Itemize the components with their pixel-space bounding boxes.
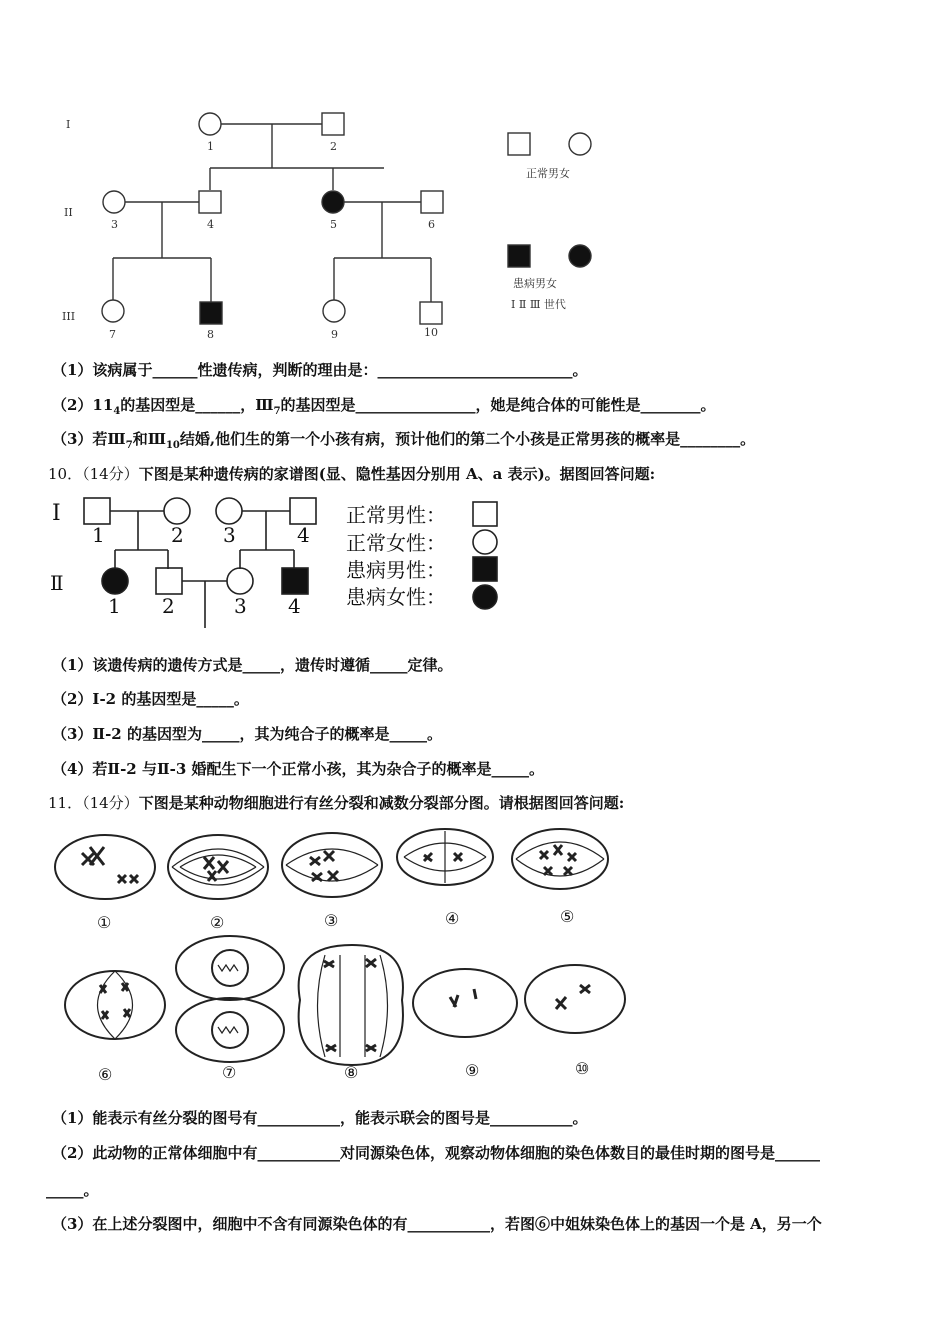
q9-gen-label: I [66,118,71,131]
q9-III10-normal-male [420,302,442,324]
q10-I2-normal-female [164,498,190,524]
q10-legend-affected-female-symbol [473,585,497,609]
q9-individual-number: 6 [428,218,435,231]
q9-II3-normal-female [103,191,125,213]
q10-header: 10．（14分）下图是某种遗传病的家谱图(显、隐性基因分别用 A、a 表示)。据图回答问题: [48,465,656,483]
q10-I3-normal-female [216,498,242,524]
q10-sub4: （4）若Ⅱ-2 与Ⅱ-3 婚配生下一个正常小孩，其为杂合子的概率是_____。 [52,760,544,778]
q10-sub1: （1）该遗传病的遗传方式是_____，遗传时遵循_____定律。 [52,656,453,674]
q10-sub3: （3）Ⅱ-2 的基因型为_____，其为纯合子的概率是_____。 [52,725,442,743]
q11-cell-label: ④ [445,909,460,928]
q11-cell-label: ⑨ [465,1061,480,1080]
q11-cell-9-chromosomes [450,989,476,1007]
q11-sub2-continued: _____。 [46,1181,99,1199]
q9-individual-number: 3 [111,218,118,231]
q11-cell-label: ⑦ [222,1063,237,1082]
q11-cell-7-top-nucleus [212,950,248,986]
q9-sub3: （3）若$Ⅲ_7$和$Ⅲ_{10}$结婚,他们生的第一个小孩有病，预计他们的第二个小孩是正常男孩的概率是________。 [52,430,756,451]
q9-individual-number: 4 [207,218,214,231]
q11-cell-7-top [176,936,284,1000]
q11-sub1: （1）能表示有丝分裂的图号有___________，能表示联会的图号是___________。 [52,1109,588,1127]
q9-legend-normal-label: 正常男女 [526,167,570,180]
q9-individual-number: 8 [207,328,214,341]
q10-gen-label: Ⅱ [50,571,64,595]
q9-pedigree-figure [40,100,640,350]
q11-cell-1-chromosomes [82,847,138,883]
q11-cell-6 [65,971,165,1039]
q9-III7-normal-female [102,300,124,322]
q9-individual-number: 7 [109,328,116,341]
q9-legend-normal-female [569,133,591,155]
q9-I2-normal-male [322,113,344,135]
q10-II1-affected-female [102,568,128,594]
q11-cell-label: ⑧ [344,1063,359,1082]
q9-legend-affected-female [569,245,591,267]
q11-cell-10-chromosomes [556,985,590,1009]
q10-pedigree-figure [40,490,520,635]
q11-cell-label: ⑩ [575,1059,590,1078]
q11-cell-9 [413,969,517,1037]
q10-gen-label: Ⅰ [52,501,61,526]
q11-cell-2-spindle [172,849,264,885]
q11-cell-5-chromosomes [540,845,576,875]
q9-III8-affected-male [200,302,222,324]
q11-cell-label: ① [97,913,112,932]
q11-cell-8-chromosomes [324,959,376,1051]
q9-individual-number: 5 [330,218,337,231]
q10-legend-normal-female-symbol [473,530,497,554]
q11-header: 11．（14分）下图是某种动物细胞进行有丝分裂和减数分裂部分图。请根据图回答问题: [48,794,625,812]
q11-cell-7-bottom [176,998,284,1062]
q9-individual-number: 1 [207,140,214,153]
q11-cell-division-figure [40,825,640,1090]
q11-sub3: （3）在上述分裂图中，细胞中不含有同源染色体的有___________，若图⑥中姐妹染色体上的基因一个是 A，另一个 [52,1215,822,1233]
q9-individual-number: 2 [330,140,337,153]
q9-legend-generation-label: I Ⅱ Ⅲ 世代 [511,298,566,311]
q11-cell-10 [525,965,625,1033]
q11-cell-4-chromosomes [424,853,462,861]
q9-gen-label: III [62,310,76,323]
q11-cell-1 [55,835,155,899]
q10-sub2: （2）Ⅰ-2 的基因型是_____。 [52,690,249,708]
q10-individual-number: 3 [223,523,236,547]
q10-legend-label: 患病女性： [346,585,446,609]
q10-individual-number: 1 [108,594,121,618]
q10-legend-label: 患病男性： [346,558,446,582]
q10-II2-normal-male [156,568,182,594]
q9-individual-number: 9 [331,328,338,341]
q11-cell-6-chromosomes [100,983,130,1019]
q11-cell-label: ⑤ [560,907,575,926]
q9-II5-affected-female [322,191,344,213]
q10-individual-number: 3 [234,594,247,618]
q9-sub1: （1）该病属于______性遗传病，判断的理由是：__________________________。 [52,361,588,379]
q10-individual-number: 4 [297,523,310,547]
q10-legend-label: 正常女性： [346,531,446,555]
q10-I1-normal-male [84,498,110,524]
q11-cell-label: ② [210,913,225,932]
q9-legend-affected-label: 患病男女 [513,277,557,290]
q10-I4-normal-male [290,498,316,524]
q11-cell-2-chromosomes [204,857,228,881]
q9-individual-number: 10 [424,326,438,339]
q11-cell-3 [282,833,382,897]
q11-cell-label: ③ [324,911,339,930]
q9-III9-normal-female [323,300,345,322]
q9-legend-normal-male [508,133,530,155]
q10-individual-number: 2 [162,594,175,618]
q11-cell-3-chromosomes [310,851,338,881]
q9-gen-label: II [64,206,73,219]
q10-legend-label: 正常男性： [346,503,446,527]
q10-legend-normal-male-symbol [473,502,497,526]
q10-individual-number: 2 [171,523,184,547]
q9-sub2: $(2)11_4$的基因型是______，$Ⅲ_7$的基因型是________________，她是纯合体的可能性是________。 [52,396,716,417]
q9-II4-normal-male [199,191,221,213]
q10-II3-normal-female [227,568,253,594]
q9-II6-normal-male [421,191,443,213]
q10-individual-number: 1 [92,523,105,547]
q11-cell-7-bottom-nucleus [212,1012,248,1048]
q9-I1-normal-female [199,113,221,135]
q10-legend-affected-male-symbol [473,557,497,581]
q11-cell-2 [168,835,268,899]
q9-legend-affected-male [508,245,530,267]
q10-II4-affected-male [282,568,308,594]
q11-sub2: （2）此动物的正常体细胞中有___________对同源染色体，观察动物体细胞的染色体数目的最佳时期的图号是______ [52,1144,820,1162]
q10-individual-number: 4 [288,594,301,618]
q11-cell-5 [512,829,608,889]
q11-cell-label: ⑥ [98,1065,113,1084]
